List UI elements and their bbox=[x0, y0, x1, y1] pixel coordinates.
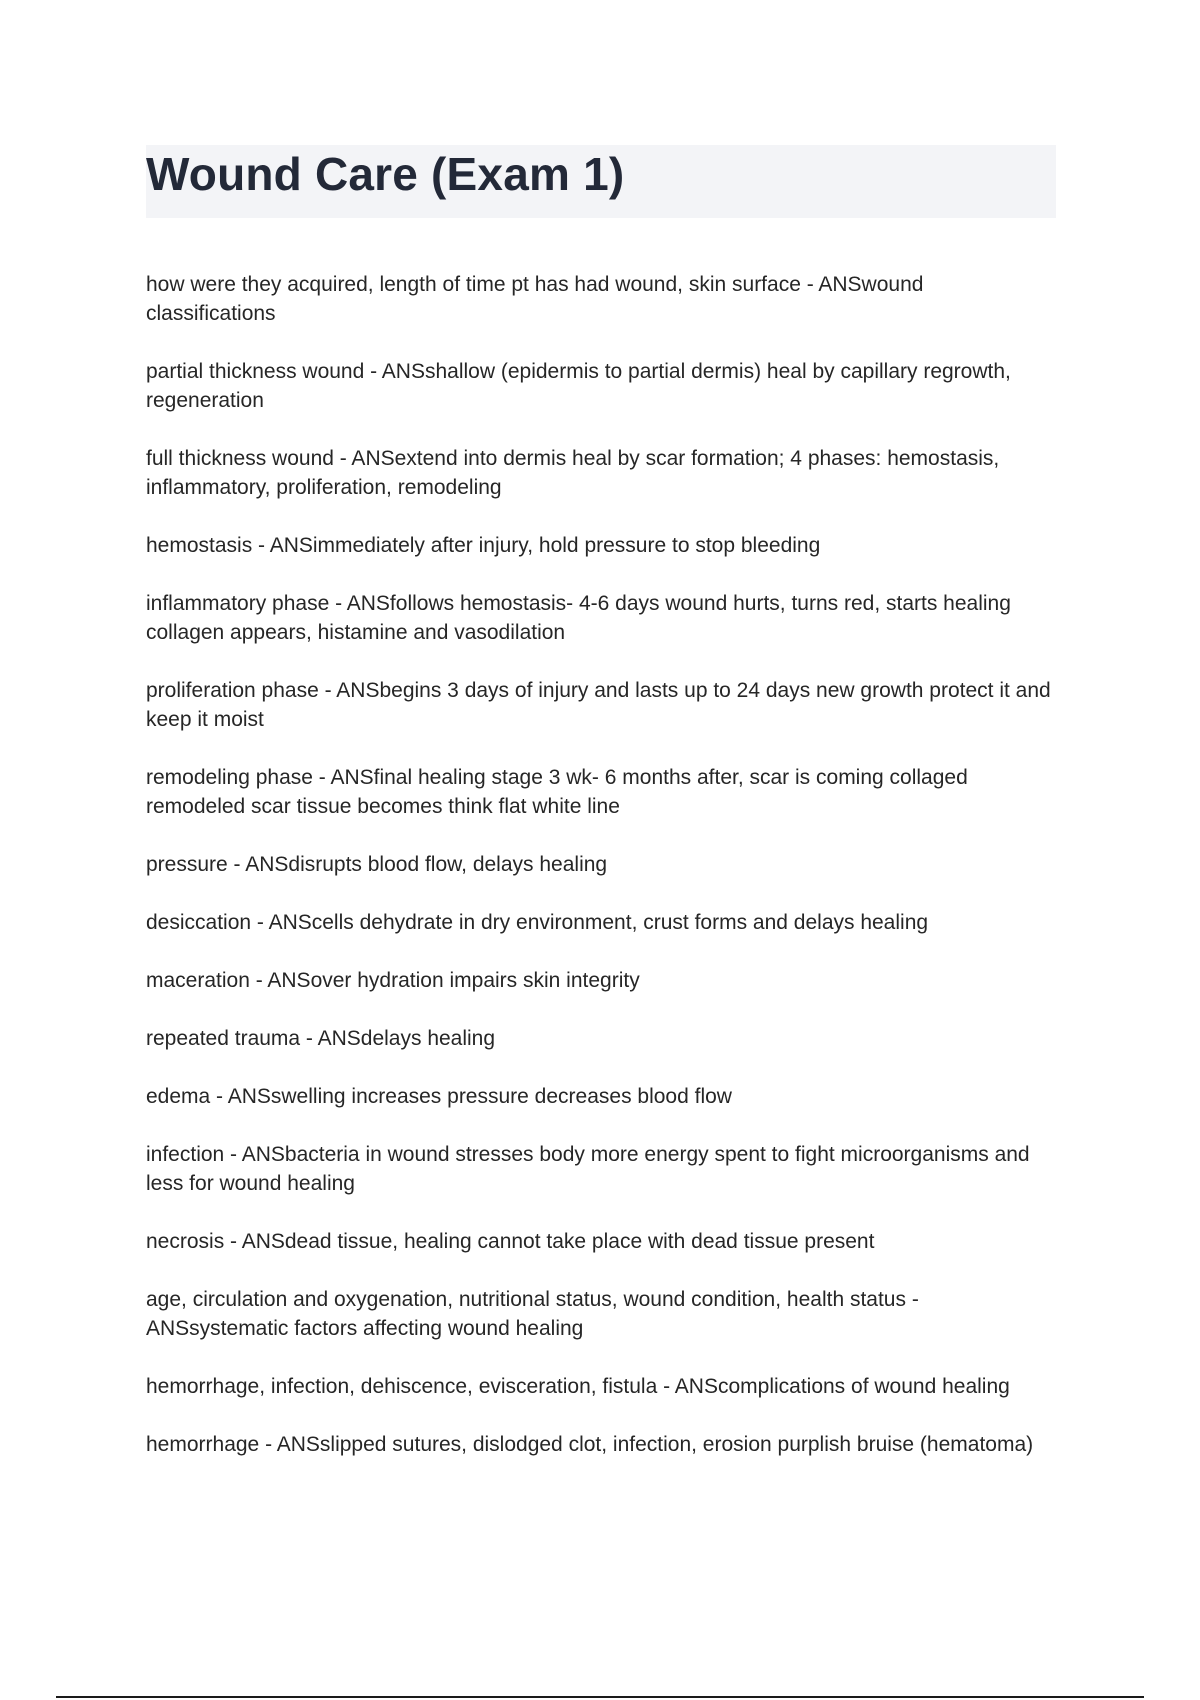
list-item: proliferation phase - ANSbegins 3 days of injury and lasts up to 24 days new growth protect it and keep it moist bbox=[146, 679, 1051, 731]
list-item: hemostasis - ANSimmediately after injury, hold pressure to stop bleeding bbox=[146, 534, 821, 557]
list-item: age, circulation and oxygenation, nutritional status, wound condition, health status - ANSsystematic factors affecting wound healing bbox=[146, 1288, 919, 1340]
list-item: repeated trauma - ANSdelays healing bbox=[146, 1027, 496, 1050]
list-item: partial thickness wound - ANSshallow (epidermis to partial dermis) heal by capillary regrowth, regeneration bbox=[146, 360, 1011, 412]
page-title: Wound Care (Exam 1) bbox=[146, 148, 625, 200]
list-item: necrosis - ANSdead tissue, healing cannot take place with dead tissue present bbox=[146, 1230, 875, 1253]
list-item: infection - ANSbacteria in wound stresses body more energy spent to fight microorganisms and less for wound healing bbox=[146, 1143, 1030, 1195]
list-item: how were they acquired, length of time pt has had wound, skin surface - ANSwound classifications bbox=[146, 273, 924, 325]
list-item: full thickness wound - ANSextend into dermis heal by scar formation; 4 phases: hemostasis, inflammatory, proliferation, remodeling bbox=[146, 447, 1000, 499]
list-item: maceration - ANSover hydration impairs skin integrity bbox=[146, 969, 640, 992]
footer-divider bbox=[56, 1696, 1144, 1698]
list-item: desiccation - ANScells dehydrate in dry environment, crust forms and delays healing bbox=[146, 911, 929, 934]
list-item: remodeling phase - ANSfinal healing stage 3 wk- 6 months after, scar is coming collaged remodeled scar tissue becomes think flat white line bbox=[146, 766, 968, 818]
list-item: edema - ANSswelling increases pressure decreases blood flow bbox=[146, 1085, 732, 1108]
list-item: pressure - ANSdisrupts blood flow, delays healing bbox=[146, 853, 608, 876]
list-item: hemorrhage, infection, dehiscence, evisceration, fistula - ANScomplications of wound healing bbox=[146, 1375, 1010, 1398]
entry-list bbox=[146, 270, 1058, 1488]
list-item: inflammatory phase - ANSfollows hemostasis- 4-6 days wound hurts, turns red, starts healing collagen appears, histamine and vasodilation bbox=[146, 592, 1011, 644]
list-item: hemorrhage - ANSslipped sutures, dislodged clot, infection, erosion purplish bruise (hematoma) bbox=[146, 1433, 1034, 1456]
